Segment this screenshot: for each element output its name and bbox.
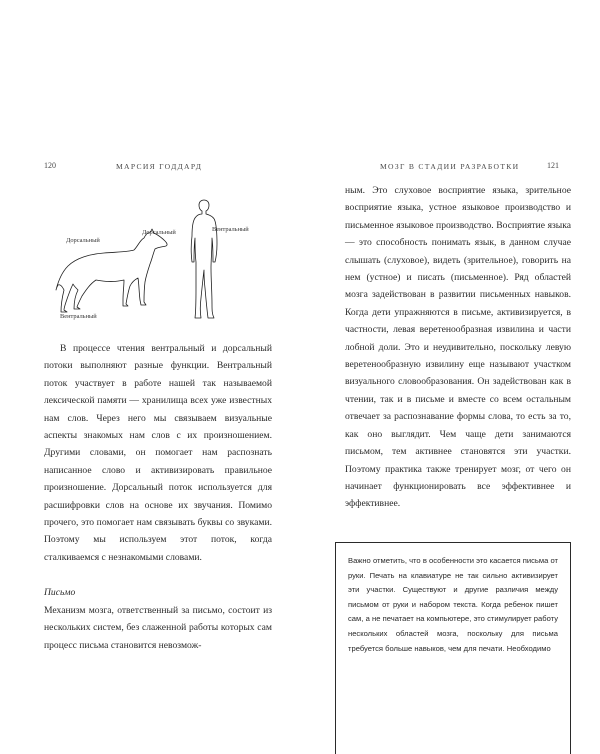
page-number: 121 <box>547 161 559 170</box>
paragraph-writing: Механизм мозга, ответственный за письмо, состоит из нескольких систем, без слаженной работы которых сам процесс письма становится невозмож- <box>44 604 272 651</box>
running-head-title: МОЗГ В СТАДИИ РАЗРАБОТКИ <box>380 162 520 171</box>
left-body-text <box>44 340 272 654</box>
dog-ventral-label: Вентральный <box>60 313 97 320</box>
left-page <box>0 0 300 750</box>
human-outline <box>191 200 217 318</box>
paragraph-reading-streams: В процессе чтения вентральный и дорсальный потоки выполняют разные функции. Вентральный поток участвует в работе нашей так называемой лексической памяти — хранилища всех уже известных нам слов. Через него мы связываем визуальные аспекты знакомых нам слов с их произношением. Другими словами, он помогает нам распознать написанное слово и активизировать правильное произношение. Дорсальный поток используется для расшифровки слов на основе их звучания. Помимо прочего, это помогает нам связывать буквы со звуками. Поэтому мы используем этот поток, когда сталкиваемся с незнакомыми словами. <box>44 343 272 563</box>
paragraph-continued: ным. Это слуховое восприятие языка, зрительное восприятие языка, устное языковое производство и письменное языковое производство. Восприятие языка — это способность понимать язык, в данном случае слышать (слуховое), видеть (зрительное), говорить на нем (устное) и писать (письменное). Ряд областей мозга задействован в развитии письменных навыков. Когда дети упражняются в письме, активизируется, в частности, левая веретенообразная извилина и части лобной доли. Это и неудивительно, поскольку левую веретенообразную извилину еще называют участком визуального словообразования. Он задействован как в чтении, так и в письме и вместе со всем остальным отвечает за распознавание формы слова, то есть за то, как оно выглядит. Чем чаще дети занимаются письмом, тем активнее становятся эти участки. Поэтому практика также тренирует мозг, от чего он начинает функционировать все эффективнее и эффективнее. <box>345 185 571 510</box>
brain-streams-figure <box>44 192 274 332</box>
human-ventral-label: Вентральный <box>212 226 249 233</box>
human-dorsal-label: Дорсальный <box>142 229 176 236</box>
dog-dorsal-label: Дорсальный <box>66 237 100 244</box>
running-head-author: МАРСИЯ ГОДДАРД <box>116 162 203 171</box>
sidebar-box <box>335 542 571 754</box>
right-body-text <box>345 182 571 513</box>
subheading-writing: Письмо <box>44 587 76 599</box>
dog-and-human-illustration <box>44 192 274 332</box>
sidebar-text: Важно отметить, что в особенности это касается письма от руки. Печать на клавиатуре не так сильно активизирует эти участки. Существуют и другие различия между письмом от руки и набором текста. Когда ребенок пишет сам, а не печатает на компьютере, это стимулирует работу нескольких областей мозга, поскольку для письма требуется больше навыков, чем для печати. Необходимо <box>348 556 558 653</box>
page-number: 120 <box>44 161 56 170</box>
